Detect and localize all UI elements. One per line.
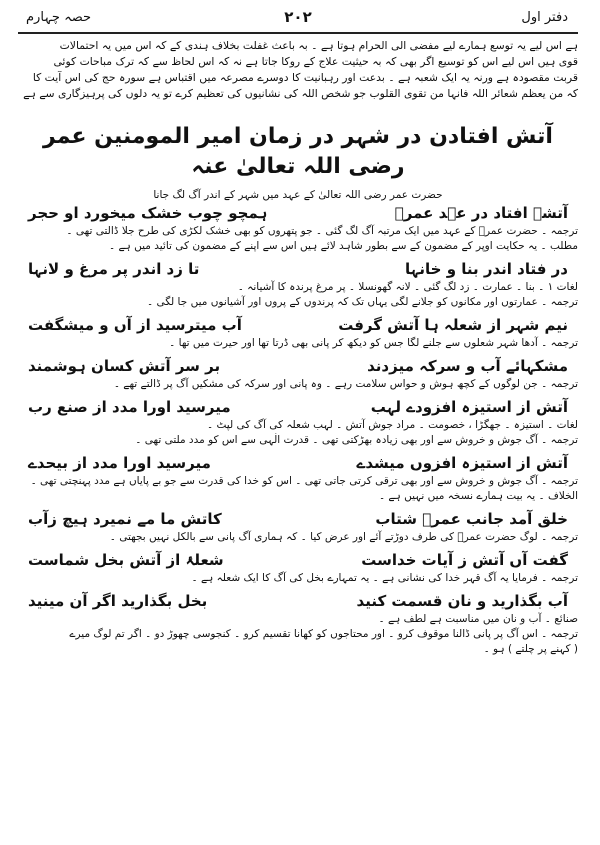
header-rule [18,32,578,34]
intro-line: قوی ہیں اس لیے اس کو توسیع اگر بھی کہ بہ حیثیت علاج کے روکا جاتا ہے نہ کہ اس لحاظ سے کہ ترک مباحات کوئی [53,55,578,68]
verse-first-hemistich: آتش از استیزہ افزودے لہب [370,398,568,416]
verse-first-hemistich: خلق آمد جانب عمرؓ شتاب [375,510,568,528]
part-label: حصہ چہارم [26,10,91,25]
verse-first-hemistich: آتش از استیزہ افزوں میشدے [356,454,568,472]
verse-second-hemistich: میرسید اورا مدد از بیحدے [28,454,211,472]
commentary-line: مطلب ۔ یہ حکایت اوپر کے مضمون کے سے بطور شاہد لائے ہیں اس سے اپنے کے مضمون کی تائید میں ہے ۔ [108,240,578,252]
verse-couplet [18,258,578,280]
verse-couplet [18,590,578,612]
intro-line: ہے اس لیے یہ توسع ہمارے لیے مفضی الی الحرام ہوتا ہے ۔ بہ باعث غفلت بخلاف ہندی کے کہ اس میں یہ احتمالات [59,39,578,52]
verse-first-hemistich: گفت آں آتش ز آیات خداست [361,551,568,569]
commentary-line: صنائع ۔ آب و نان میں مناسبت ہے لطف ہے ۔ [378,613,578,625]
section-heading: آتش افتادن در شہر در زمان امیر المومنین عمر رضی اللہ تعالیٰ عنہ [43,124,553,179]
verse-couplet [18,355,578,377]
verse-couplet [18,452,578,474]
commentary-line: ترجمہ ۔ اس آگ پر پانی ڈالنا موقوف کرو ۔ اور محتاجوں کو کھانا تقسیم کرو ۔ کنجوسی چھوڑ دو ۔ اگر تم لوگ میرے [69,628,578,640]
commentary-line: ترجمہ ۔ جن لوگوں کے کچھ ہوش و حواس سلامت رہے ۔ وہ پانی اور سرکہ کی مشکیں آگ پر ڈالتے تھے ۔ [113,378,578,390]
verse-couplet [18,202,578,224]
verse-couplet [18,314,578,336]
book-section-label: دفتر اول [521,10,568,25]
commentary-line: ترجمہ ۔ لوگ حضرت عمرؓ کی طرف دوڑتے آئے اور عرض کیا ۔ کہ ہماری آگ پانی سے بالکل نہیں بجھتی ۔ [109,531,578,543]
verse-second-hemistich: بخل بگذارید اگر آن مینید [28,592,208,610]
commentary-line: الخلاف ۔ یہ بیت ہمارے نسخہ میں نہیں ہے ۔ [378,490,578,502]
verse-second-hemistich: آب میترسید از آں و میشگفت [28,316,242,334]
commentary-line: لغات ۔ استیزہ ۔ جھگڑا ، خصومت ۔ مراد جوش آتش ۔ لہب شعلہ کی آگ کی لپٹ ۔ [207,419,578,431]
commentary-line: لغات ۱ ۔ بنا ۔ عمارت ۔ زد لگ گئی ۔ لانہ گھونسلا ۔ پر مرغ پرندہ کا آشیانہ ۔ [237,281,578,293]
commentary-line: ترجمہ ۔ عمارتوں اور مکانوں کو جلانے لگی یہاں تک کہ پرندوں کے پروں اور آشیانوں میں جا لگی ۔ [146,296,578,308]
verse-couplet [18,396,578,418]
verse-second-hemistich: میرسید اورا مدد از صنع رب [28,398,231,416]
verse-second-hemistich: بر سر آتش کسان ہوشمند [28,357,221,375]
verse-second-hemistich: شعلۂ از آتش بخل شماست [28,551,224,569]
poem-body [18,202,578,661]
commentary-line: ترجمہ ۔ آگ جوش و خروش سے اور بھی زیادہ بھڑکتی تھی ۔ قدرت الٰہی سے اس کو مدد ملتی تھی ۔ [135,434,578,446]
intro-line: قربت مقصودہ ہے ورنہ یہ ایک شعبہ ہے ۔ بدعت اور رہبانیت کا دوسرے مصرعہ میں اقتباس ہے سورہ حج کی اس آیت کا [32,71,578,84]
verse-first-hemistich: آب بگذارید و نان قسمت کنید [356,592,568,610]
commentary-line: ترجمہ ۔ آدھا شہر شعلوں سے جلنے لگا جس کو دیکھ کر پانی بھی ڈرتا تھا اور حیرت میں تھا ۔ [169,337,578,349]
commentary-line: ترجمہ ۔ حضرت عمرؓ کے عہد میں ایک مرتبہ آگ لگ گئی ۔ جو پتھروں کو بھی خشک لکڑی کی طرح جلا ڈالتی تھی ۔ [66,225,578,237]
commentary-line: ( کہنے پر چلتے ) ہو ۔ [483,643,578,655]
intro-paragraph [18,38,578,102]
verse-second-hemistich: ہمچو چوب خشک میخورد او حجر [28,204,268,222]
commentary-line: ترجمہ ۔ آگ جوش و خروش سے اور بھی ترقی کرتی جاتی تھی ۔ اس کو خدا کی قدرت سے جو بے پایاں ہے مدد پہنچتی تھی ۔ [30,475,578,487]
verse-first-hemistich: مشکہائے آب و سرکہ میزدند [367,357,568,375]
commentary-line: ترجمہ ۔ فرمایا یہ آگ قہر خدا کی نشانی ہے ۔ یہ تمہارے بخل کی آگ کا ایک شعلہ ہے ۔ [191,572,578,584]
verse-first-hemistich: نیم شہر از شعلہ ہا آتش گرفت [338,316,568,334]
verse-first-hemistich: آتشے افتاد در عہد عمرؓ [394,204,568,222]
intro-line: کہ من یعظم شعائر اللہ فانہا من تقوی القلوب جو شخص اللہ کی نشانیوں کی تعظیم کرے تو یہ دلوں کی پرہیزگاری سے ہے [23,87,578,100]
verse-couplet [18,549,578,571]
verse-second-hemistich: تا زد اندر پر مرغ و لانہا [28,260,200,278]
page-number: ۲۰۲ [284,8,312,26]
verse-first-hemistich: در فتاد اندر بنا و خانہا [404,260,568,278]
block-spacer [18,657,578,661]
verse-second-hemistich: کاتش ما مے نمیرد ہیچ زآب [28,510,222,528]
page-header [18,8,578,30]
section-subheading: حضرت عمر رضی اللہ تعالیٰ کے عہد میں شہر کے اندر آگ لگ جانا [153,189,443,201]
verse-couplet [18,508,578,530]
